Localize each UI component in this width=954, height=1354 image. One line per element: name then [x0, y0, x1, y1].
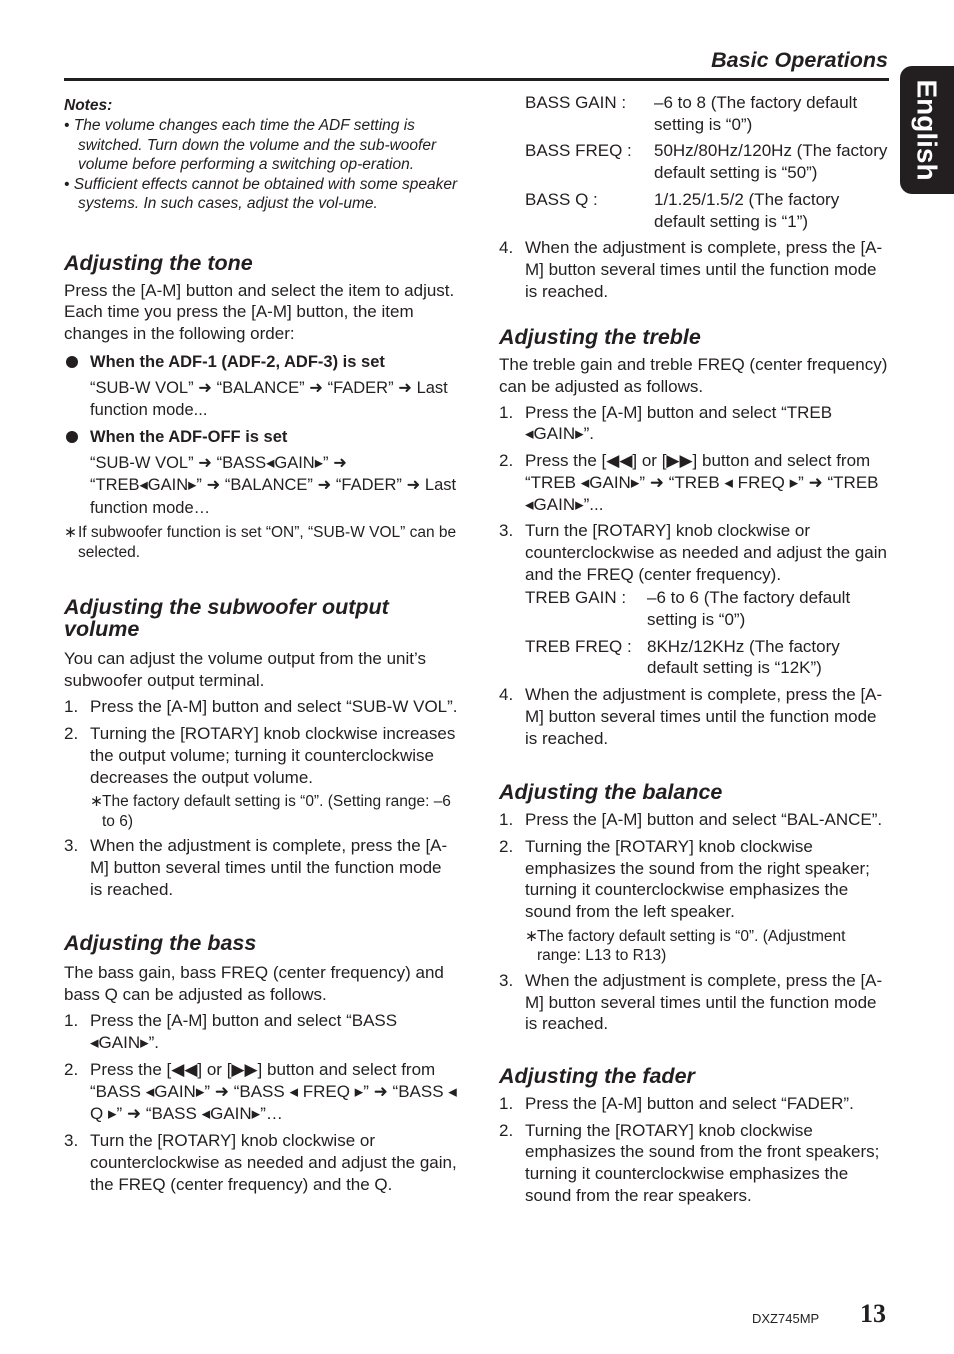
- tone-case2-sequence: “SUB-W VOL” ➜ “BASS◂GAIN▸” ➜ “TREB◂GAIN▸” ➜ “BALANCE” ➜ “FADER” ➜ Last function mode…: [90, 453, 457, 517]
- language-tab-label: English: [912, 79, 943, 181]
- range-row: BASS Q : 1/1.25/1.5/2 (The factory default setting is “1”): [525, 189, 840, 231]
- section-title: Basic Operations: [711, 48, 888, 72]
- range-row: BASS FREQ : 50Hz/80Hz/120Hz (The factory default setting is “50”): [525, 141, 888, 183]
- range-row: TREB FREQ : 8KHz/12KHz (The factory default setting is “12K”): [525, 636, 840, 678]
- balance-step-note: ∗ The factory default setting is “0”. (Adjustment range: L13 to R13): [525, 927, 846, 965]
- asterisk-icon: ∗: [90, 793, 103, 811]
- subwoofer-intro: You can adjust the volume output from the unit’s subwoofer output terminal.: [64, 649, 426, 690]
- balance-heading: Adjusting the balance: [499, 780, 723, 805]
- tone-heading: Adjusting the tone: [64, 250, 253, 275]
- subwoofer-step-note: ∗ The factory default setting is “0”. (Setting range: –6 to 6): [90, 793, 451, 830]
- right-column: [499, 92, 891, 1206]
- fader-step: 2. Turning the [ROTARY] knob clockwise emphasizes the sound from the front speakers; turning it counterclockwise emphasizes the sound from the rear speakers.: [499, 1120, 880, 1205]
- fader-heading: Adjusting the fader: [499, 1063, 695, 1088]
- bass-heading: Adjusting the bass: [64, 931, 257, 956]
- treble-step: 2. Press the [◀◀] or [▶▶] button and select from “TREB ◂GAIN▸” ➜ “TREB ◂ FREQ ▸” ➜ “TREB ◂GAIN▸”...: [499, 451, 879, 514]
- bass-intro: The bass gain, bass FREQ (center frequency) and bass Q can be adjusted as follows.: [64, 963, 444, 1005]
- left-column: [64, 92, 458, 1195]
- asterisk-icon: ∗: [64, 524, 77, 542]
- language-tab: [900, 66, 954, 194]
- tone-footnote: ∗ If subwoofer function is set “ON”, “SUB-W VOL” can be selected.: [64, 524, 457, 561]
- treble-heading: Adjusting the treble: [499, 325, 701, 350]
- balance-step: 3. When the adjustment is complete, press the [A-M] button several times until the function mode is reached.: [499, 970, 883, 1034]
- subwoofer-step: 2. Turning the [ROTARY] knob clockwise increases the output volume; turning it counterclockwise decreases the output volume.: [64, 724, 456, 787]
- bullet-icon: [66, 431, 78, 443]
- tone-intro: Press the [A-M] button and select the item to adjust. Each time you press the [A-M] button, the item changes in the following order:: [64, 280, 455, 343]
- tone-case2-title: When the ADF-OFF is set: [64, 426, 458, 448]
- bass-step: 2. Press the [◀◀] or [▶▶] button and select from “BASS ◂GAIN▸” ➜ “BASS ◂ FREQ ▸” ➜ “BASS ◂ Q ▸” ➜ “BASS ◂GAIN▸”…: [64, 1060, 457, 1123]
- fader-step: 1. Press the [A-M] button and select “FADER”.: [499, 1093, 854, 1113]
- treble-step: 1. Press the [A-M] button and select “TREB ◂GAIN▸”.: [499, 402, 833, 444]
- treble-step: 3. Turn the [ROTARY] knob clockwise or counterclockwise as needed and adjust the gain and the FREQ (center frequency).: [499, 521, 887, 584]
- treble-intro: The treble gain and treble FREQ (center frequency) can be adjusted as follows.: [499, 355, 888, 397]
- bass-ranges: [499, 92, 891, 232]
- bass-step: 1. Press the [A-M] button and select “BASS ◂GAIN▸”.: [64, 1010, 398, 1052]
- model-number: DXZ745MP: [752, 1311, 820, 1326]
- subwoofer-step: 3. When the adjustment is complete, press the [A-M] button several times until the function mode is reached.: [64, 836, 448, 899]
- tone-case1-sequence: “SUB-W VOL” ➜ “BALANCE” ➜ “FADER” ➜ Last function mode...: [90, 378, 448, 420]
- treble-step: 4. When the adjustment is complete, press the [A-M] button several times until the function mode is reached.: [499, 685, 883, 748]
- subwoofer-step: 1. Press the [A-M] button and select “SUB-W VOL”.: [64, 696, 458, 716]
- bullet-icon: [66, 356, 78, 368]
- notes-heading: Notes:: [64, 97, 113, 114]
- range-row: BASS GAIN : –6 to 8 (The factory default setting is “0”): [525, 93, 858, 134]
- header-rule: [64, 78, 889, 81]
- subwoofer-heading: Adjusting the subwoofer output volume: [64, 595, 389, 642]
- treble-ranges: [499, 587, 891, 679]
- balance-step: 2. Turning the [ROTARY] knob clockwise emphasizes the sound from the right speaker; turning it counterclockwise emphasizes the sound from the left speaker.: [499, 836, 870, 922]
- note-item: • Sufficient effects cannot be obtained with some speaker systems. In such cases, adjust the vol-ume.: [64, 175, 458, 212]
- balance-step: 1. Press the [A-M] button and select “BAL-ANCE”.: [499, 810, 883, 830]
- range-row: TREB GAIN : –6 to 6 (The factory default setting is “0”): [525, 588, 851, 630]
- page-number: 13: [860, 1299, 886, 1328]
- bass-step: 3. Turn the [ROTARY] knob clockwise or counterclockwise as needed and adjust the gain, the FREQ (center frequency) and the Q.: [64, 1131, 457, 1194]
- note-item: • The volume changes each time the ADF setting is switched. Turn down the volume and the sub-woofer volume before performing a switching op-eration.: [64, 117, 437, 173]
- bass-step: 4. When the adjustment is complete, press the [A-M] button several times until the function mode is reached.: [499, 238, 883, 301]
- asterisk-icon: ∗: [525, 927, 538, 945]
- tone-case1-title: When the ADF-1 (ADF-2, ADF-3) is set: [64, 351, 458, 373]
